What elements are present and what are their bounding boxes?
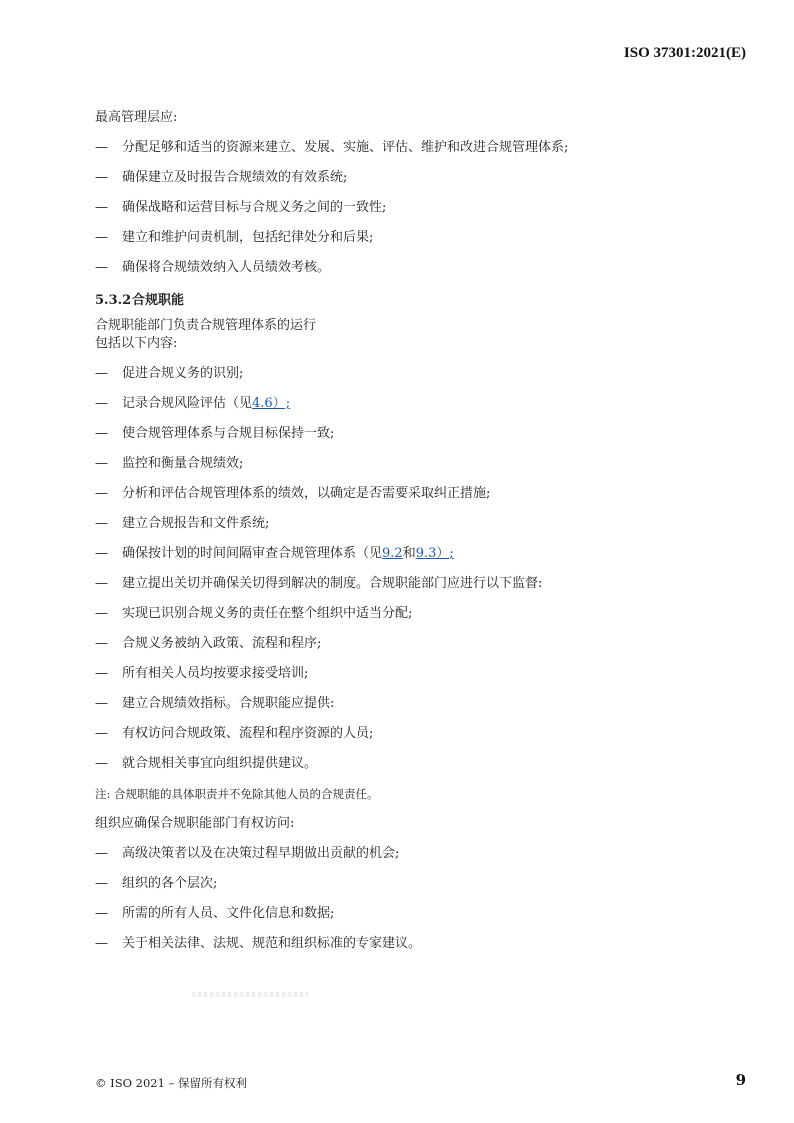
dash-bullet: — [95, 696, 108, 711]
list-item [95, 228, 745, 258]
dash-bullet: — [95, 426, 108, 441]
list-item [95, 904, 745, 934]
dash-bullet: — [95, 170, 108, 185]
list-item-text: 建立合规报告和文件系统; [122, 516, 270, 531]
list-item [95, 634, 745, 664]
copyright-notice: © ISO 2021 – 保留所有权利 [95, 1076, 247, 1090]
list-item [95, 544, 745, 574]
dash-bullet: — [95, 230, 108, 245]
list-item [95, 394, 745, 424]
list-item-text: 组织的各个层次; [122, 876, 218, 891]
list-item-text: 所需的所有人员、文件化信息和数据; [122, 906, 335, 921]
dash-bullet: — [95, 200, 108, 215]
list-item-text: 确保将合规绩效纳入人员绩效考核。 [122, 260, 331, 275]
section-intro [95, 317, 745, 353]
list-item [95, 424, 745, 454]
list-item-text: 实现已识别合规义务的责任在整个组织中适当分配; [122, 606, 413, 621]
list-item-text: 和 [402, 546, 416, 561]
page-number: 9 [735, 1071, 746, 1089]
list-item-text: 合规义务被纳入政策、流程和程序; [122, 636, 322, 651]
dash-bullet: — [95, 366, 108, 381]
dash-bullet: — [95, 636, 108, 651]
dash-bullet: — [95, 486, 108, 501]
list-item [95, 484, 745, 514]
dash-bullet: — [95, 906, 108, 921]
list-item [95, 724, 745, 754]
list-item-text: 分配足够和适当的资源来建立、发展、实施、评估、维护和改进合规管理体系; [122, 140, 569, 155]
list-item [95, 514, 745, 544]
document-id: ISO 37301:2021(E) [623, 45, 746, 61]
clause-link-9-3[interactable]: 9.3）; [415, 546, 454, 561]
list-item-text: 确保建立及时报告合规绩效的有效系统; [122, 170, 348, 185]
list-item [95, 454, 745, 484]
list-item-text: 监控和衡量合规绩效; [122, 456, 244, 471]
list-item-text: 建立提出关切并确保关切得到解决的制度。合规职能部门应进行以下监督: [122, 576, 543, 591]
list-item-text: 有权访问合规政策、流程和程序资源的人员; [122, 726, 374, 741]
note-text: 注: 合规职能的具体职责并不免除其他人员的合规责任。 [95, 787, 379, 801]
section-number: 5.3.2 [95, 293, 132, 308]
list-item [95, 604, 745, 634]
dash-bullet: — [95, 546, 108, 561]
dash-bullet: — [95, 396, 108, 411]
list-item-text: 所有相关人员均按要求接受培训; [122, 666, 309, 681]
dash-bullet: — [95, 936, 108, 951]
clause-link-9-2[interactable]: 9.2 [382, 546, 403, 561]
intro-line: 包括以下内容: [95, 336, 178, 351]
list-item [95, 258, 745, 288]
list-item-text: 确保战略和运营目标与合规义务之间的一致性; [122, 200, 387, 215]
list-item [95, 694, 745, 724]
dash-bullet: — [95, 666, 108, 681]
dash-bullet: — [95, 516, 108, 531]
dash-bullet: — [95, 606, 108, 621]
list-item-text: 高级决策者以及在决策过程早期做出贡献的机会; [122, 846, 400, 861]
list-item [95, 574, 745, 604]
section-title: 合规职能 [132, 293, 185, 308]
dash-bullet: — [95, 576, 108, 591]
list-item [95, 934, 745, 964]
list-item-text: 建立和维护问责机制，包括纪律处分和后果; [122, 230, 374, 245]
faded-artifact [192, 992, 308, 997]
dash-bullet: — [95, 876, 108, 891]
dash-bullet: — [95, 456, 108, 471]
dash-bullet: — [95, 140, 108, 155]
dash-bullet: — [95, 756, 108, 771]
list-item-text: 分析和评估合规管理体系的绩效，以确定是否需要采取纠正措施; [122, 486, 491, 501]
list-item-text: 使合规管理体系与合规目标保持一致; [122, 426, 335, 441]
list-item-text: 确保按计划的时间间隔审查合规管理体系（见 [122, 546, 383, 561]
list-item [95, 364, 745, 394]
list-item [95, 168, 745, 198]
dash-bullet: — [95, 726, 108, 741]
list-item-text: 促进合规义务的识别; [122, 366, 244, 381]
list-item [95, 198, 745, 228]
list-item-text: 建立合规绩效指标。合规职能应提供: [122, 696, 335, 711]
list-item-text: 就合规相关事宜向组织提供建议。 [122, 756, 318, 771]
section-intro: 最高管理层应: [95, 110, 178, 125]
section-heading [95, 289, 745, 311]
list-item-text: 关于相关法律、法规、规范和组织标准的专家建议。 [122, 936, 422, 951]
list-item [95, 844, 745, 874]
dash-bullet: — [95, 846, 108, 861]
page-content [95, 108, 745, 964]
section-intro: 组织应确保合规职能部门有权访问: [95, 816, 295, 831]
list-item [95, 874, 745, 904]
intro-line: 合规职能部门负责合规管理体系的运行 [95, 318, 317, 333]
clause-link-4-6[interactable]: 4.6）; [252, 396, 291, 411]
list-item [95, 754, 745, 784]
list-item [95, 664, 745, 694]
list-item [95, 138, 745, 168]
list-item-text: 记录合规风险评估（见 [122, 396, 253, 411]
dash-bullet: — [95, 260, 108, 275]
